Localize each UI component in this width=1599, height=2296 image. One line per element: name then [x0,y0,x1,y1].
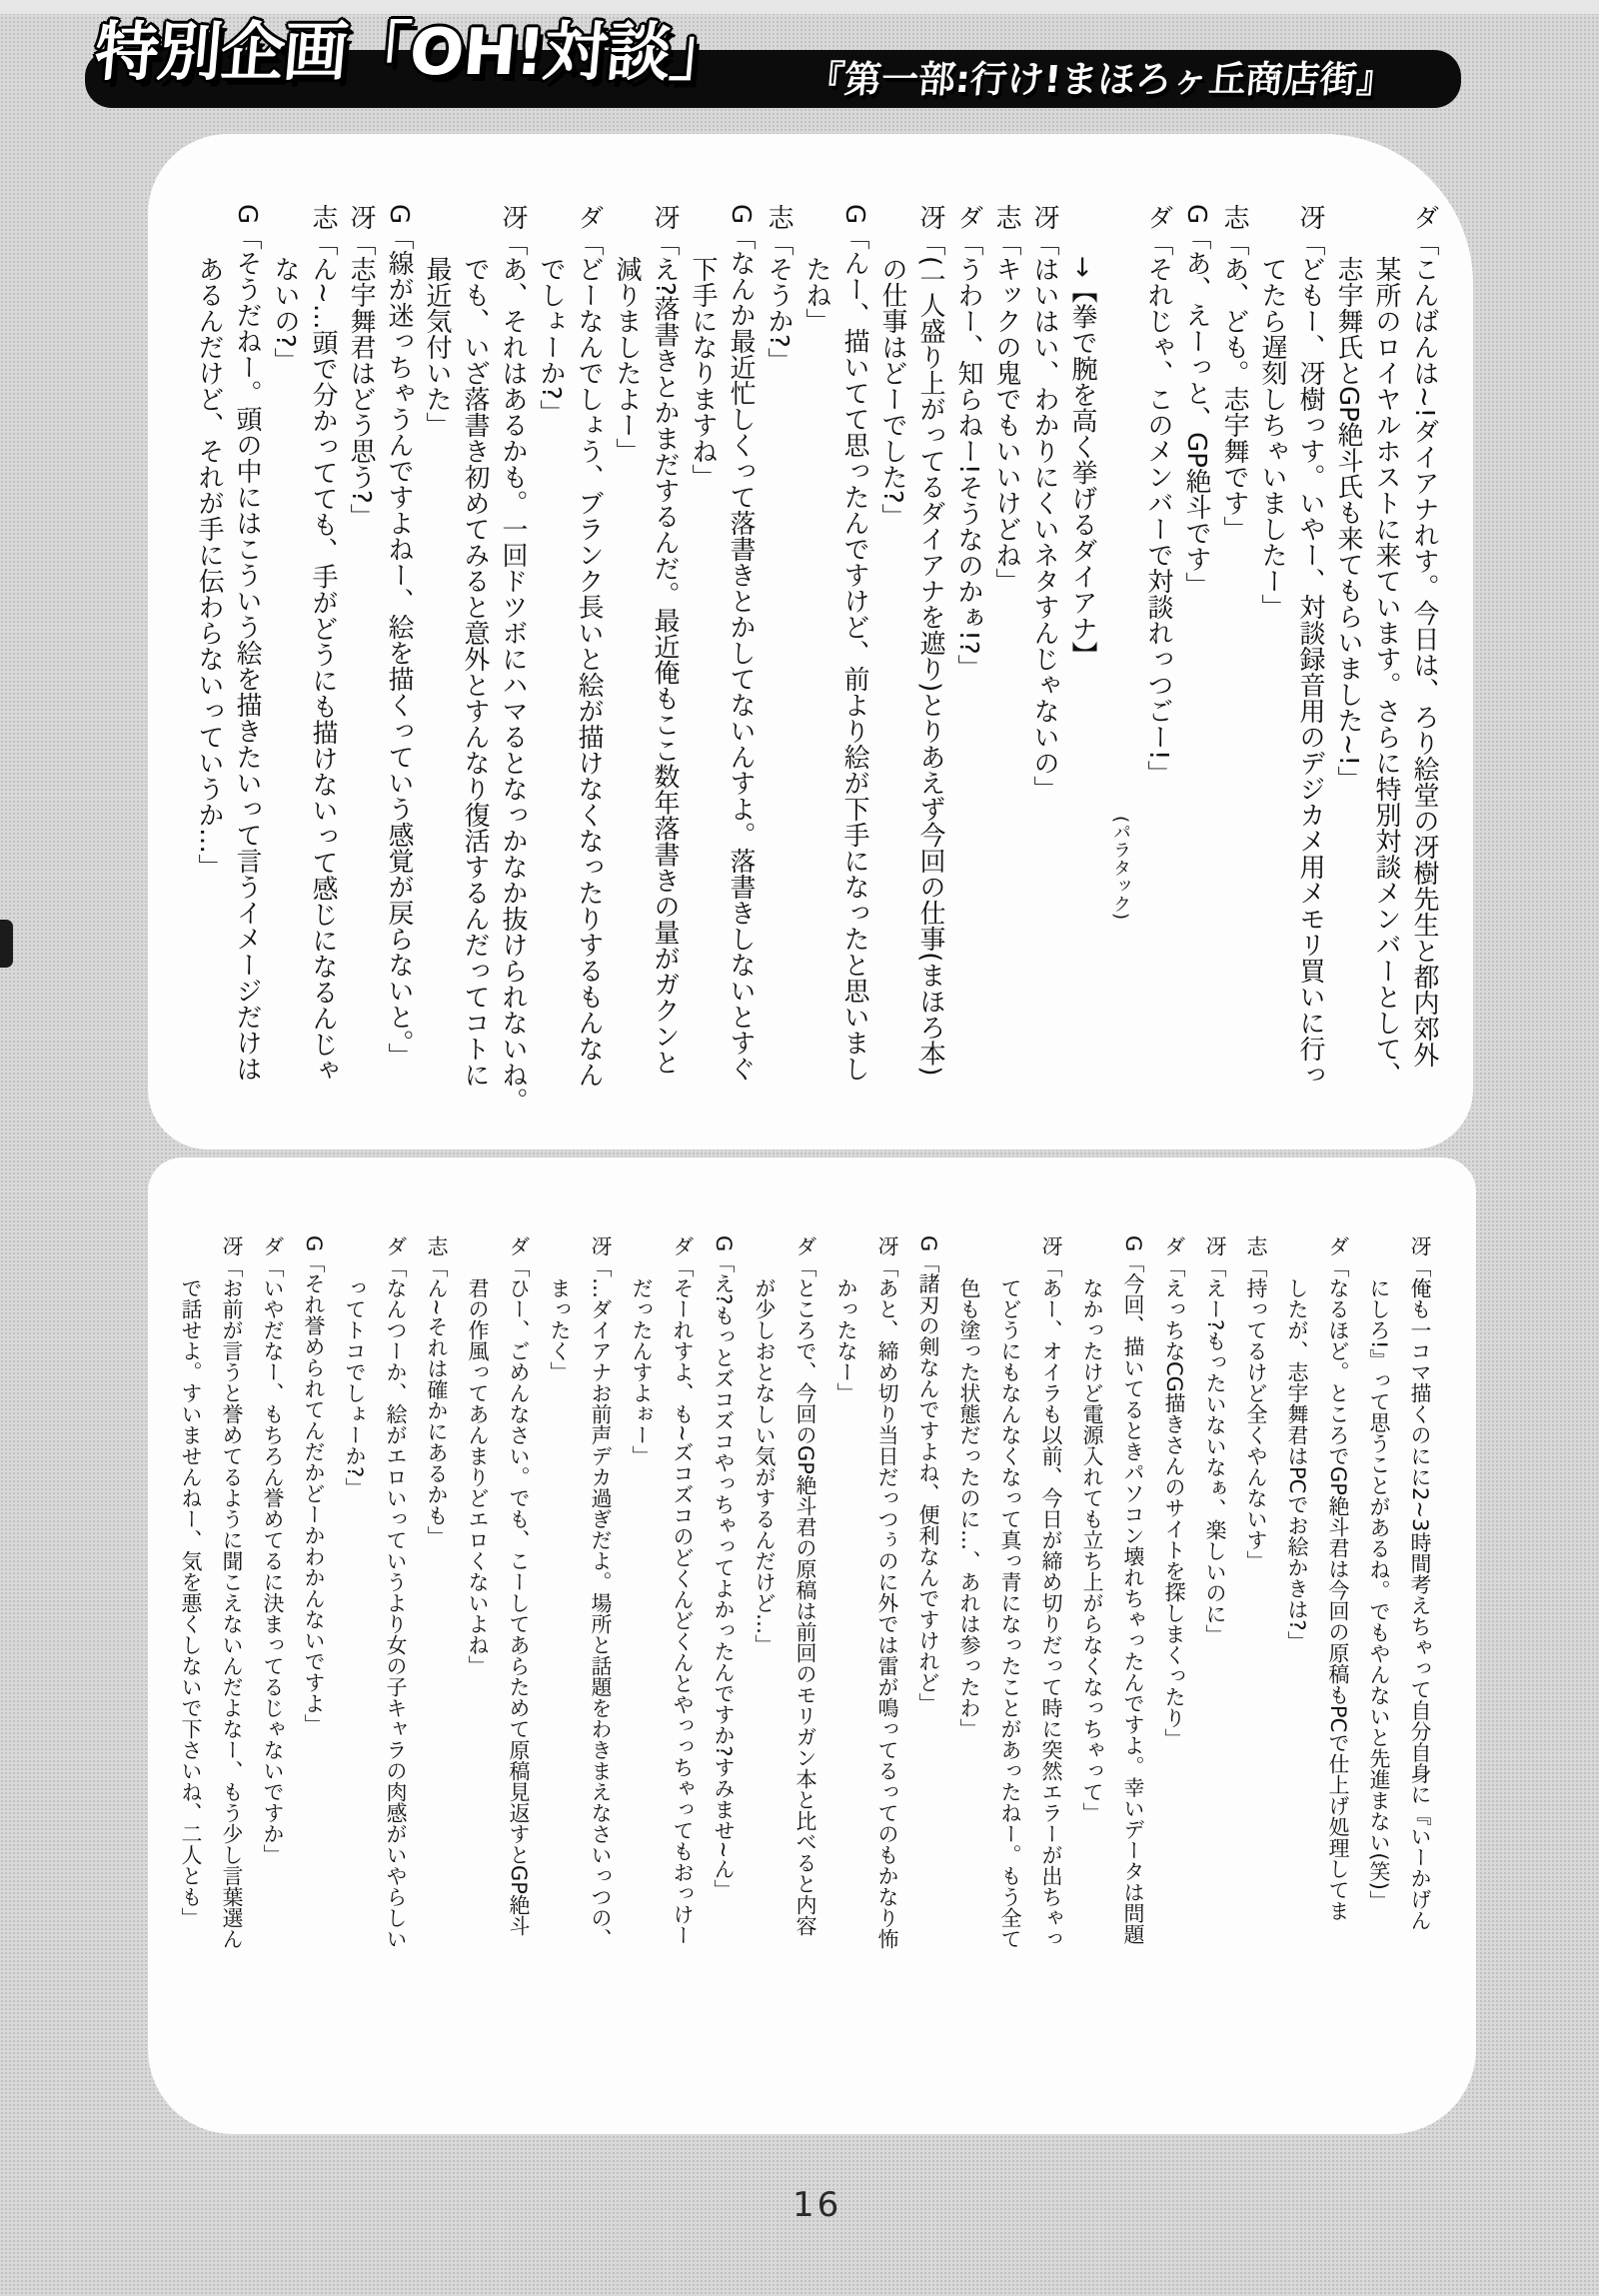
dialogue-column: ダ「こんばんは~!ダイアナれす。今日は、ろり絵堂の冴樹先生と都内郊外 [1409,204,1439,1069]
dialogue-column: ダ「ところで、今回のGP絶斗君の原稿は前回のモリガン本と比べると内容 [794,1235,817,1936]
dialogue-column: 志「あ、ども。志宇舞です」 [1219,204,1249,542]
dialogue-column: 冴「はいはい、わかりにくいネタすんじゃないの」 [1029,204,1059,802]
dialogue-column: G「え?もっとズコズコやっちゃってよかったんですか?すみませ~ん」 [712,1235,736,1901]
dialogue-column: 下手になりますね」 [688,256,718,490]
dialogue-column: 冴「志宇舞君はどう思う?」 [346,204,376,530]
dialogue-column: でも、いざ落書き初めてみると意外とすんなり復活するんだってコトに [460,256,490,1088]
dialogue-column: 志「ん~…頭で分かってても、手がどうにも描けないって感じになるんじゃ [308,204,338,1084]
dialogue-column: 志「ん~それは確かにあるかも」 [425,1235,449,1547]
dialogue-column: G「なんか最近忙しくって落書きとかしてないんすよ。落書きしないとすぐ [726,204,756,1083]
page-title: 特別企画「OH!対談」 [91,16,737,90]
dialogue-column: ダ「うわー、知らねー!そうなのかぁ!?」 [953,204,983,681]
dialogue-column: G「そうだねー。頭の中にはこういう絵を描きたいって言うイメージだけは [232,204,262,1083]
dialogue-column: たね」 [801,256,831,334]
interview-panel-part2 [148,1157,1476,2134]
interview-text-part1 [148,134,1473,1149]
dialogue-column: 色も塗った状態だったのに…、あれは参ったわ」 [957,1277,981,1739]
interview-text-part2 [148,1157,1476,2134]
dialogue-column: 冴「(一人盛り上がってるダイアナを遮り)とりあえず今回の仕事(まほろ本) [915,204,945,1077]
dialogue-column: 冴「えー?もったいないなぁ、楽しいのに」 [1203,1235,1227,1646]
scan-artifact-speck [0,920,13,968]
dialogue-column: ダ「なんつーか、絵がエロいっていうより女の子キャラの肉感がいやらしい [384,1235,408,1949]
dialogue-column: にしろ!』って思うことがあるね。でもやんないと先進まない(笑)」 [1367,1277,1391,1911]
dialogue-column: 冴「あ、それはあるかも。一回ドツボにハマるとなっかなか抜けられないね。 [498,204,528,1114]
dialogue-column: 冴「…ダイアナお前声デカ過ぎだよ。場所と話題をわきまえなさいっつの、 [589,1235,613,1949]
dialogue-column: 冴「え?落書きとかまだするんだ。最近俺もここ数年落書きの量がガクンと [650,204,680,1076]
page-number: 16 [793,2185,842,2225]
dialogue-column: ダ「いやだなー、もちろん誉めてるに決まってるじゃないですか」 [261,1235,285,1865]
dialogue-column: G「今回、描いてるときパソコン壊れちゃったんですよ。幸いデータは問題 [1121,1235,1145,1945]
dialogue-column: 減りましたよー」 [612,256,642,464]
dialogue-column: ダ「ひー、ごめんなさい。でも、こーしてあらためて原稿見返すとGP絶斗 [507,1235,531,1936]
dialogue-column: (パラタック) [1110,816,1131,921]
dialogue-column: 志「持ってるけど全くやんないす」 [1244,1235,1268,1571]
dialogue-column: 志宇舞氏とGP絶斗氏も来てもらいました~!」 [1333,256,1363,793]
dialogue-column: てどうにもなんなくなって真っ青になったことがあったねー。もう全て [998,1277,1022,1949]
dialogue-column: の仕事はどーでした?」 [877,256,907,530]
dialogue-column: でしょーか?」 [536,256,566,426]
dialogue-column: G「んー、描いてて思ったんですけど、前より絵が下手になったと思いまし [839,204,869,1083]
dialogue-column: あるんだけど、それが手に伝わらないっていうか…」 [194,256,224,880]
dialogue-column: で話せよ。すいませんねー、気を悪くしないで下さいね、二人とも」 [179,1277,203,1928]
dialogue-column: G「あ、えーっと、GP絶斗です」 [1181,204,1211,598]
dialogue-column: ってトコでしょーか?」 [343,1277,367,1499]
dialogue-column: 志「そうか?」 [764,204,794,374]
dialogue-column: ないの?」 [270,256,300,374]
dialogue-column: G「線が迷っちゃうんですよねー、絵を描くっていう感覚が戻らないと。」 [384,204,414,1070]
dialogue-column: なかったけど電源入れても立ち上がらなくなっちゃって」 [1080,1277,1104,1823]
dialogue-column: G「それ誉められてんだかどーかわかんないですよ」 [302,1235,326,1735]
dialogue-column: ダ「それじゃ、このメンバーで対談れっつごー!」 [1143,204,1173,787]
dialogue-column: てたら遅刻しちゃいましたー」 [1257,256,1287,620]
dialogue-column: 冴「お前が言うと誉めてるように聞こえないんだよなー、もう少し言葉選ん [220,1235,244,1949]
dialogue-column: だったんすよぉー」 [630,1277,654,1466]
dialogue-column: ダ「なるほど。ところでGP絶斗君は今回の原稿もPCで仕上げ処理してま [1326,1235,1350,1922]
dialogue-column: 某所のロイヤルホストに来ています。さらに特別対談メンバーとして、 [1371,256,1401,1088]
dialogue-column: したが、志宇舞君はPCでお絵かきは?」 [1285,1277,1309,1652]
dialogue-column: →【拳で腕を高く挙げるダイアナ】 [1067,256,1097,668]
page-subtitle: 『第一部:行け!まほろヶ丘商店街』 [805,58,1396,101]
dialogue-column: 最近気付いた」 [422,256,452,438]
dialogue-column: 冴「あと、締め切り当日だっつぅのに外では雷が鳴ってるってのもかなり怖 [875,1235,899,1949]
dialogue-column: 冴「どもー、冴樹っす。いやー、対談録音用のデジカメ用メモリ買いに行っ [1295,204,1325,1088]
dialogue-column: 志「キックの鬼でもいいけどね」 [991,204,1021,594]
dialogue-column: が少しおとなしい気がするんだけど…」 [753,1277,777,1655]
dialogue-column: G「諸刃の剣なんですよね、便利なんですけれど」 [916,1235,940,1714]
dialogue-column: 冴「あー、オイラも以前、今日が締め切りだって時に突然エラーが出ちゃっ [1039,1235,1063,1949]
dialogue-column: ダ「どーなんでしょう、ブランク長いと絵が描けなくなったりするもんなん [574,204,604,1088]
dialogue-column: ダ「えっちなCG描きさんのサイトを探しまくったり」 [1162,1235,1186,1749]
dialogue-column: かったなー」 [834,1277,858,1403]
dialogue-column: 君の作風ってあんまりどエロくないよね」 [466,1277,490,1676]
dialogue-column: 冴「俺も一コマ描くのにに2~3時間考えちゃって自分自身に『いーかげん [1408,1235,1432,1931]
dialogue-column: まったく」 [548,1277,572,1382]
dialogue-column: ダ「そーれすよ、も~ズコズコのどくんどくんとやっっちゃってもおっけー [671,1235,695,1946]
interview-panel-part1 [148,134,1473,1149]
